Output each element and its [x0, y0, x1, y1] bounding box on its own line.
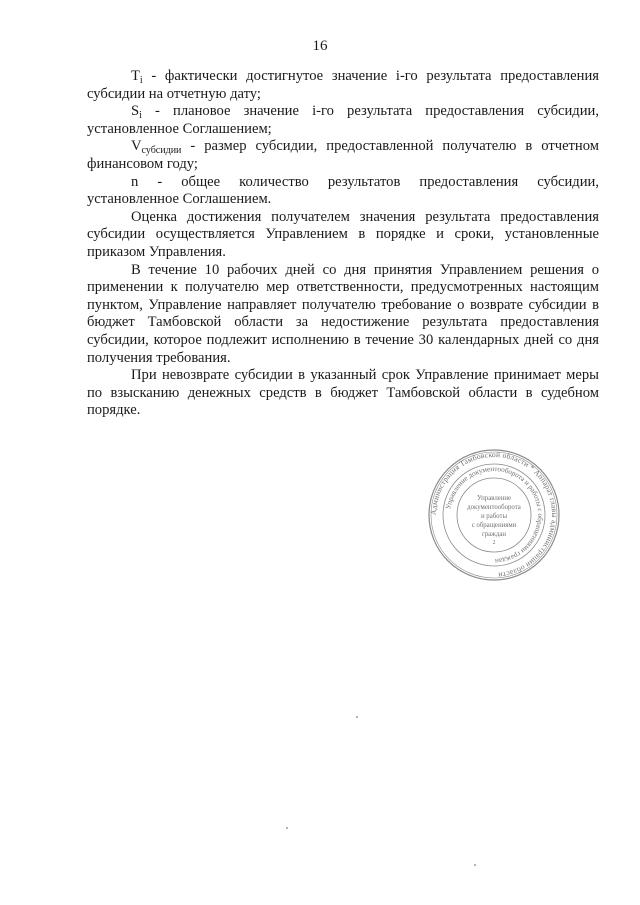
paragraph-assessment: Оценка достижения получателем значения результата предоставления субсидии осуществляется Управлением в порядке и сроки, установленные приказом Управления.	[87, 208, 599, 260]
paragraph-n-definition: n - общее количество результатов предоставления субсидии, установленное Соглашением.	[87, 173, 599, 208]
svg-text:документооборота: документооборота	[467, 504, 521, 511]
paragraph-refund-requirement: В течение 10 рабочих дней со дня принятия Управлением решения о применении к получателю мер ответственности, предусмотренных настоящим пунктом, Управление направляет получателю требование о возврате субсидии в бюджет Тамбовской области за недостижение результата предоставления субсидии, которое подлежит исполнению в течение 30 календарных дней со дня получения требования.	[87, 261, 599, 366]
paragraph-si-definition: $S_i$ - плановое значение i-го результата предоставления субсидии, установленное Соглашением;	[87, 103, 599, 137]
svg-text:Управление документооборота и: Управление документооборота и работы с обращениями граждан	[444, 464, 545, 566]
svg-text:и работы: и работы	[480, 513, 508, 520]
scan-speck	[286, 827, 288, 829]
svg-text:с обращениями: с обращениями	[471, 522, 517, 529]
scan-speck	[356, 716, 358, 718]
svg-text:граждан: граждан	[481, 531, 507, 538]
paragraph-ti-definition: $T_i$ - фактически достигнутое значение i-го результата предоставления субсидии на отчетную дату;	[87, 68, 599, 102]
paragraph-recovery: При невозврате субсидии в указанный срок Управление принимает меры по взысканию денежных средств в бюджет Тамбовской области в судебном порядке.	[87, 367, 599, 419]
official-seal-stamp	[427, 448, 561, 582]
document-body	[87, 68, 599, 420]
paragraph-v-definition: $V_{субсидии}$ - размер субсидии, предоставленной получателю в отчетном финансовом году;	[87, 138, 599, 172]
svg-text:Администрация Тамбовской облас: Администрация Тамбовской области * Аппарат главы администрации области	[428, 449, 560, 580]
scan-speck	[474, 864, 476, 866]
svg-text:2: 2	[492, 540, 496, 546]
page-number: 16	[312, 38, 328, 54]
svg-text:Управление: Управление	[476, 495, 512, 502]
